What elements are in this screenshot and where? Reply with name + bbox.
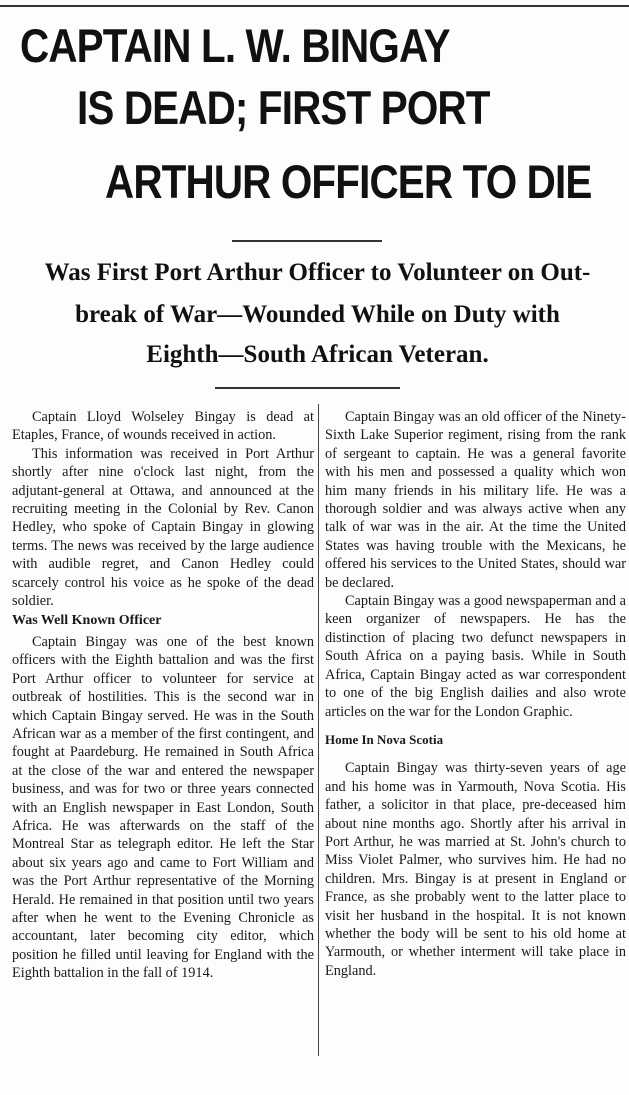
deck-line-1: Was First Port Arthur Officer to Volunteer on Out- [44,259,591,286]
headline-line-2: IS DEAD; FIRST PORT [77,81,490,134]
top-rule [0,5,629,7]
headline-line-3: ARTHUR OFFICER TO DIE [105,155,592,208]
paragraph: This information was received in Port Arthur shortly after nine o'clock last night, from the adjutant-general at Ottawa, and announced at the recruiting meeting in the Colonial by Rev. Canon Hedley, who spoke of Captain Bingay in glowing terms. The news was received by the large audience with audible regret, and Canon Hedley could scarcely control his voice as he spoke of the dead soldier. [12,445,314,610]
paragraph: Captain Bingay was a good newspaperman and a keen organizer of newspapers. He has the distinction of placing two defunct newspapers in South Africa on a paying basis. While in South Africa, Captain Bingay acted as war correspondent to one of the big English dailies and also wrote articles on the war for the London Graphic. [325,593,626,720]
headline-divider [232,240,382,242]
paragraph: Captain Bingay was an old officer of the Ninety-Sixth Lake Superior regiment, rising from the rank of sergeant to captain. He was a general favorite with his men and possessed a quality which won him many friends in his military life. He was a thorough soldier and was always active when any talk of war was in the air. At the time the United States was having trouble with the Mexicans, he offered his services to the United States, should war be declared. [325,409,626,591]
article-column-2 [325,408,626,980]
paragraph: Captain Bingay was thirty-seven years of age and his home was in Yarmouth, Nova Scotia. His father, a solicitor in that place, pre-deceased him about nine months ago. Shortly after his arrival in Port Arthur, he was married at St. John's church to Miss Violet Palmer, who survives him. He had no children. Mrs. Bingay is at present in England or France, as she probably went to the latter place to visit her husband in the hospital. It is not known whether the body will be sent to his old home at Yarmouth, or whether interment will take place in England. [325,760,626,979]
column-divider [318,404,319,1056]
subheading: Was Well Known Officer [12,613,162,629]
deck-line-2: break of War—Wounded While on Duty with [75,301,560,328]
paragraph: Captain Lloyd Wolseley Bingay is dead at Etaples, France, of wounds received in action. [12,409,314,444]
paragraph: Captain Bingay was one of the best known officers with the Eighth battalion and was the first Port Arthur officer to volunteer for service at outbreak of hostilities. This is the second war in which Captain Bingay served. He was in the South African war as a member of the first contingent, and fought at Paardeburg. He remained in South Africa at the close of the war and entered the newspaper business, and was for two or three years connected with an English newspaper in East London, South Africa. He was afterwards on the staff of the Montreal Star as telegraph editor. He left the Star about six years ago and came to Fort William and was the Port Arthur representative of the Morning Herald. He remained in that position until two years after when he went to the Evening Chronicle as accountant, later becoming city editor, which position he filled until leaving for England with the Eighth battalion in the fall of 1914. [12,633,314,982]
article-column-1 [12,408,314,983]
deck-divider [215,387,400,389]
subheading: Home In Nova Scotia [325,731,444,747]
deck-line-3: Eighth—South African Veteran. [146,341,489,368]
headline-line-1: CAPTAIN L. W. BINGAY [20,19,450,72]
